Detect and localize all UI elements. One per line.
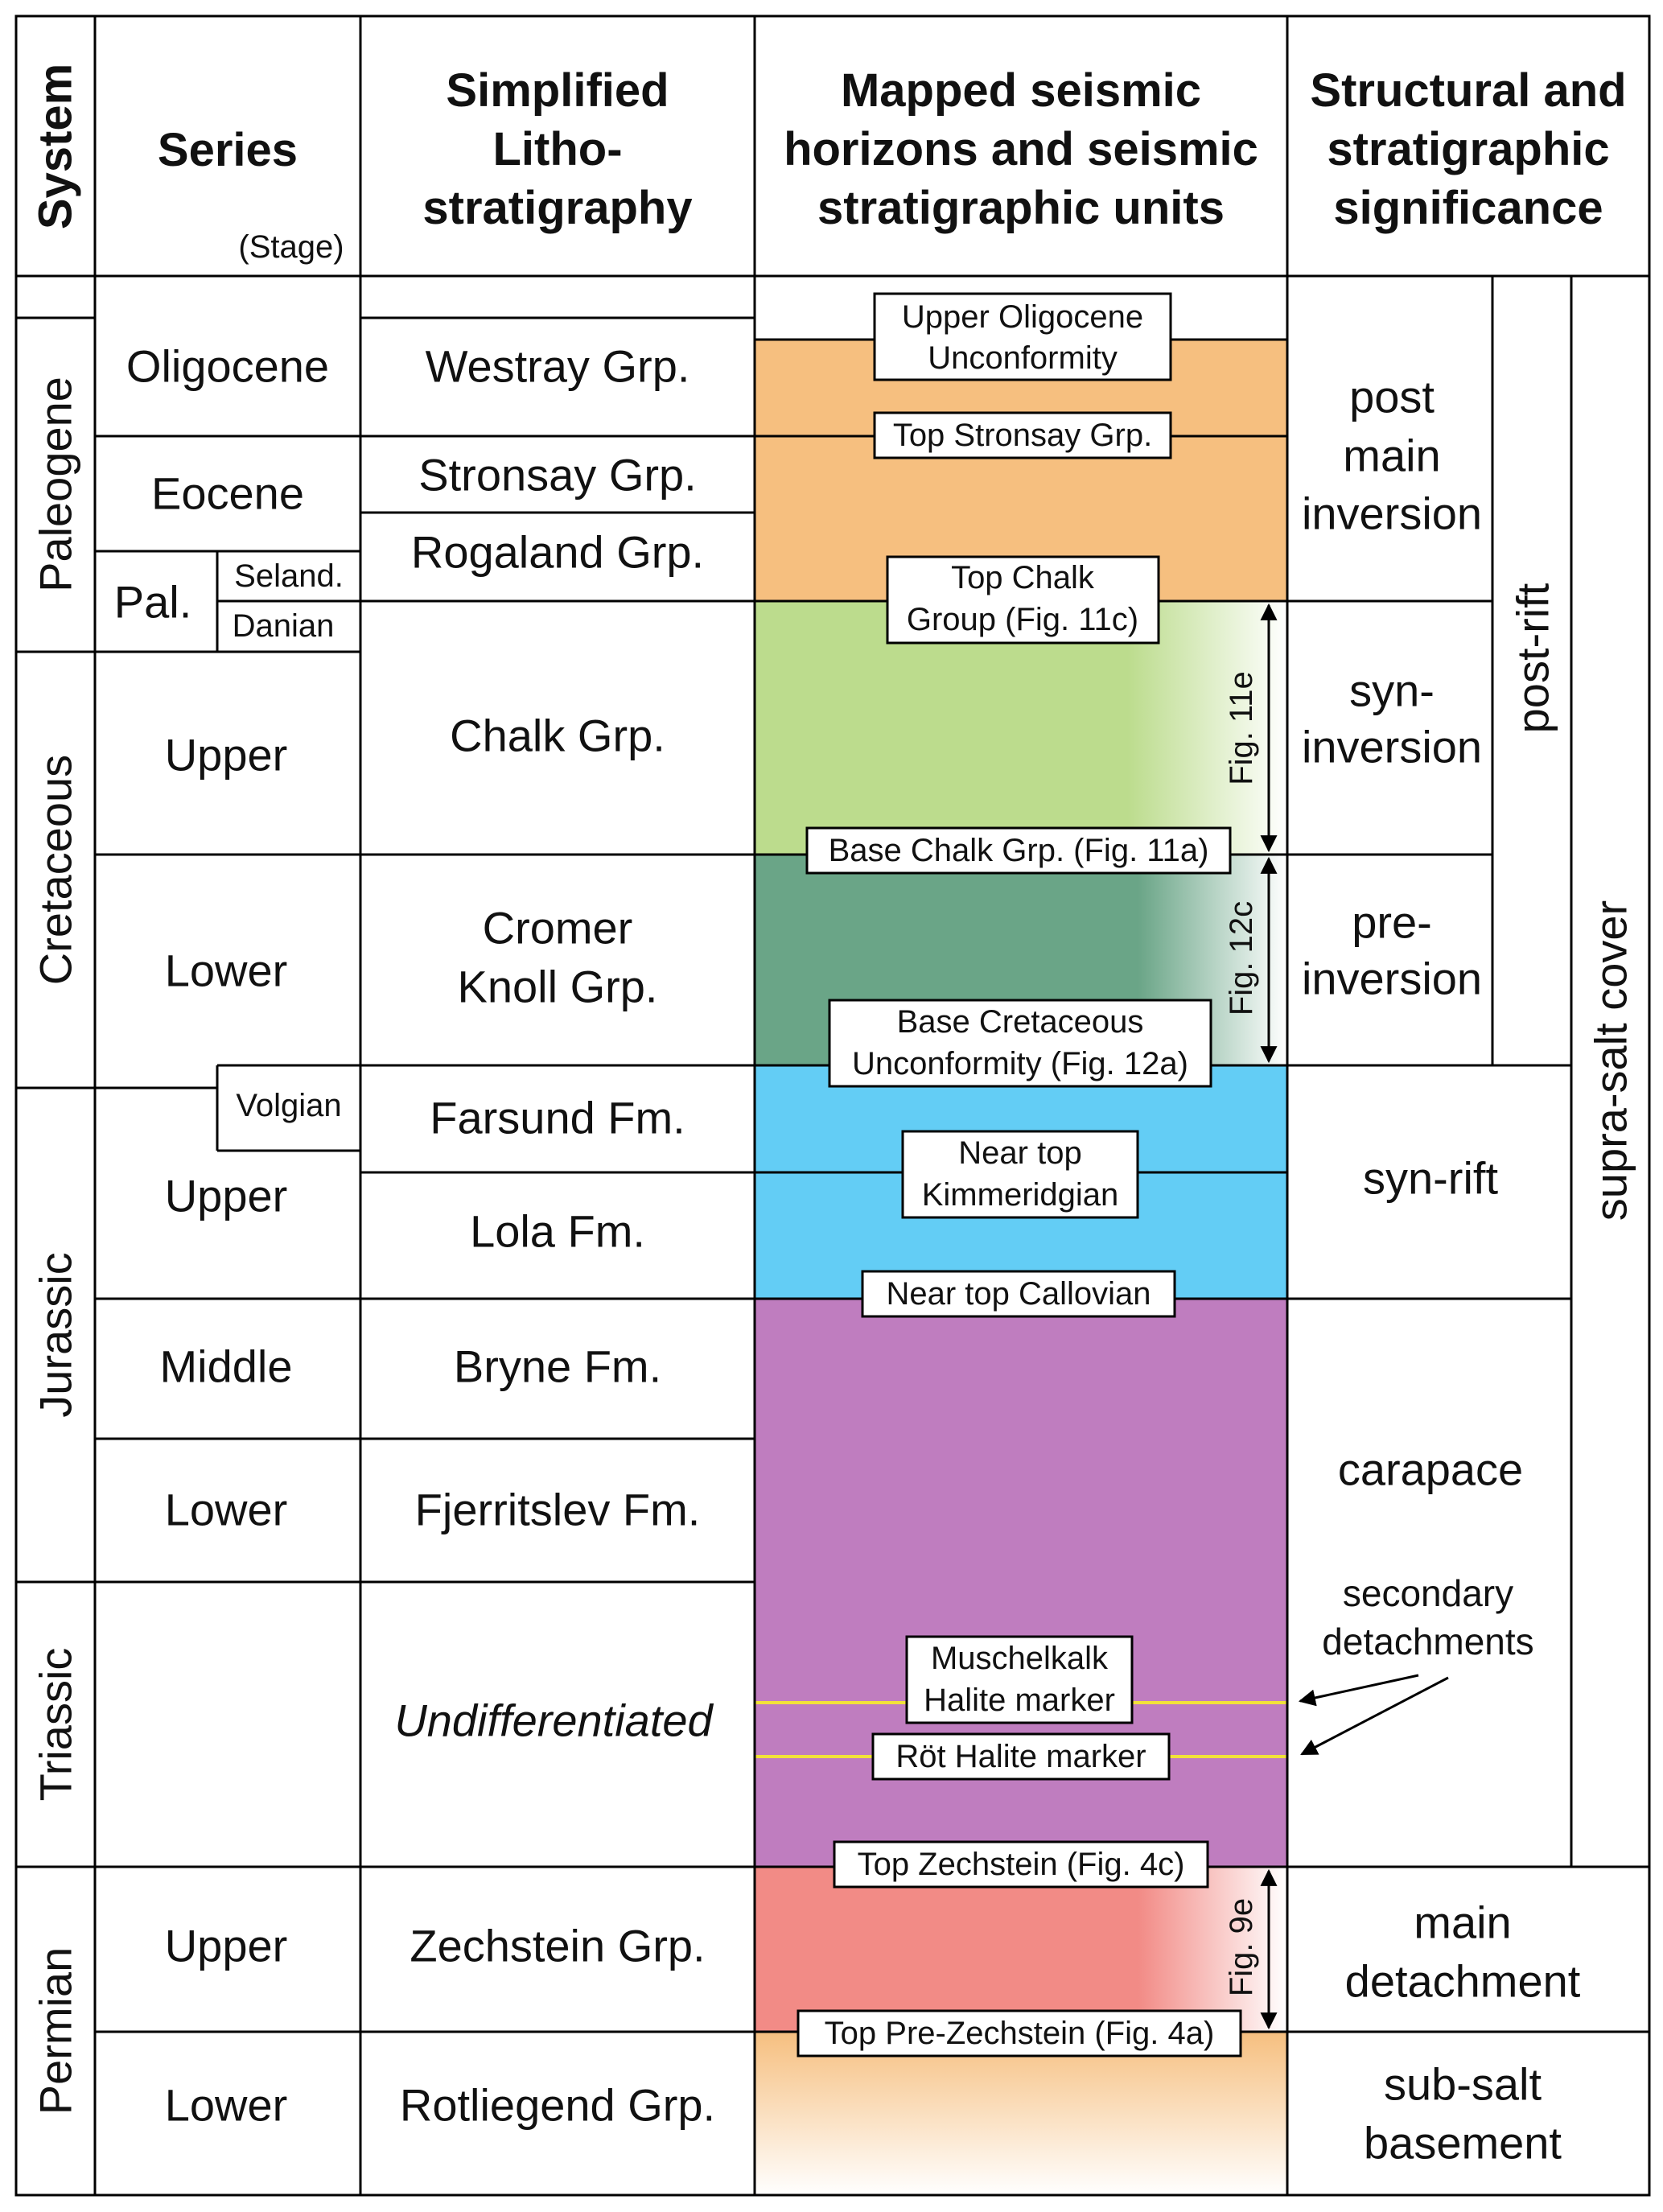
series-jur-middle: Middle [159,1341,293,1392]
series-cret-upper: Upper [164,729,288,781]
sig-sub-salt-2: basement [1364,2117,1562,2169]
sig-supra-salt: supra-salt cover [1585,900,1636,1221]
horizon-base-cretaceous-2: Unconformity (Fig. 12a) [852,1046,1188,1081]
fig11e-label: Fig. 11e [1224,671,1259,785]
litho-fjerritslev: Fjerritslev Fm. [414,1484,701,1535]
header-stage: (Stage) [238,229,344,265]
sig-post-main-3: inversion [1301,488,1483,539]
sig-main-detachment-1: main [1414,1897,1512,1948]
horizon-muschelkalk-1: Muschelkalk [930,1641,1109,1676]
litho-rotliegend: Rotliegend Grp. [399,2079,716,2131]
horizon-near-top-kimm-2: Kimmeridgian [921,1177,1119,1213]
series-jur-lower: Lower [164,1484,288,1535]
sig-post-main-2: main [1343,430,1441,481]
unit-red [755,1867,1287,2032]
system-triassic: Triassic [30,1647,81,1802]
horizon-base-chalk: Base Chalk Grp. (Fig. 11a) [828,833,1209,868]
sig-syn-inversion-2: inversion [1301,721,1483,772]
sig-secondary-1: secondary [1342,1572,1514,1614]
horizon-near-top-callovian: Near top Callovian [886,1276,1151,1312]
header-significance-3: significance [1333,182,1603,234]
sig-syn-inversion-1: syn- [1349,665,1435,716]
fig12c-label: Fig. 12c [1224,900,1259,1016]
litho-rogaland: Rogaland Grp. [410,526,705,578]
stage-seland: Seland. [234,558,344,594]
litho-farsund: Farsund Fm. [430,1092,685,1143]
header-litho-2: Litho- [492,123,623,175]
series-perm-upper: Upper [164,1920,288,1971]
stage-danian: Danian [232,608,335,644]
litho-undifferentiated: Undifferentiated [394,1695,713,1746]
header-series: Series [157,124,298,176]
header-system: System [29,63,82,230]
sig-post-rift: post-rift [1507,583,1558,734]
unit-purple [755,1299,1287,1867]
horizon-rot-halite: Röt Halite marker [895,1739,1146,1774]
header-seismic-3: stratigraphic units [817,182,1225,234]
system-paleogene: Paleogene [30,377,81,592]
sig-main-detachment-2: detachment [1344,1955,1581,2007]
series-pal: Pal. [113,576,192,628]
horizon-upper-oligocene-2: Unconformity [928,340,1118,376]
series-jur-upper: Upper [164,1170,288,1221]
sig-carapace: carapace [1337,1444,1524,1495]
horizon-muschelkalk-2: Halite marker [924,1683,1115,1718]
sig-pre-inversion-1: pre- [1352,896,1432,948]
litho-zechstein: Zechstein Grp. [410,1920,706,1971]
system-cretaceous: Cretaceous [30,754,81,986]
horizon-top-stronsay: Top Stronsay Grp. [892,418,1153,453]
litho-cromer-2: Knoll Grp. [457,961,658,1012]
horizon-top-pre-zechstein: Top Pre-Zechstein (Fig. 4a) [824,2016,1215,2051]
fig9e-label: Fig. 9e [1224,1897,1259,1997]
system-permian: Permian [30,1946,81,2115]
sig-post-main-1: post [1349,371,1435,422]
series-cret-lower: Lower [164,945,288,996]
header-seismic-2: horizons and seismic [784,123,1258,175]
horizon-top-zechstein: Top Zechstein (Fig. 4c) [857,1847,1185,1882]
header-seismic-1: Mapped seismic [840,64,1202,117]
sig-sub-salt-1: sub-salt [1383,2058,1542,2110]
litho-westray: Westray Grp. [425,340,690,392]
series-perm-lower: Lower [164,2079,288,2131]
sig-syn-rift: syn-rift [1363,1152,1498,1204]
header-litho-1: Simplified [446,64,669,117]
stage-volgian: Volgian [236,1088,342,1123]
horizon-top-chalk-2: Group (Fig. 11c) [906,602,1139,637]
secondary-arrow-1 [1300,1675,1418,1701]
series-eocene: Eocene [151,468,304,519]
litho-bryne: Bryne Fm. [453,1341,662,1392]
litho-chalk: Chalk Grp. [450,710,665,761]
header-significance-1: Structural and [1310,64,1627,117]
sig-pre-inversion-2: inversion [1301,953,1483,1004]
header-litho-3: stratigraphy [422,182,693,234]
header-significance-2: stratigraphic [1327,123,1610,175]
horizon-base-cretaceous-1: Base Cretaceous [896,1004,1144,1040]
litho-stronsay: Stronsay Grp. [418,449,697,500]
horizon-near-top-kimm-1: Near top [958,1135,1082,1171]
horizon-upper-oligocene-1: Upper Oligocene [901,299,1144,335]
sig-secondary-2: detachments [1322,1621,1534,1662]
secondary-arrow-2 [1302,1678,1448,1754]
litho-lola: Lola Fm. [470,1205,645,1257]
series-oligocene: Oligocene [126,340,330,392]
litho-cromer-1: Cromer [482,902,633,954]
horizon-top-chalk-1: Top Chalk [951,560,1094,595]
system-jurassic: Jurassic [30,1252,81,1418]
